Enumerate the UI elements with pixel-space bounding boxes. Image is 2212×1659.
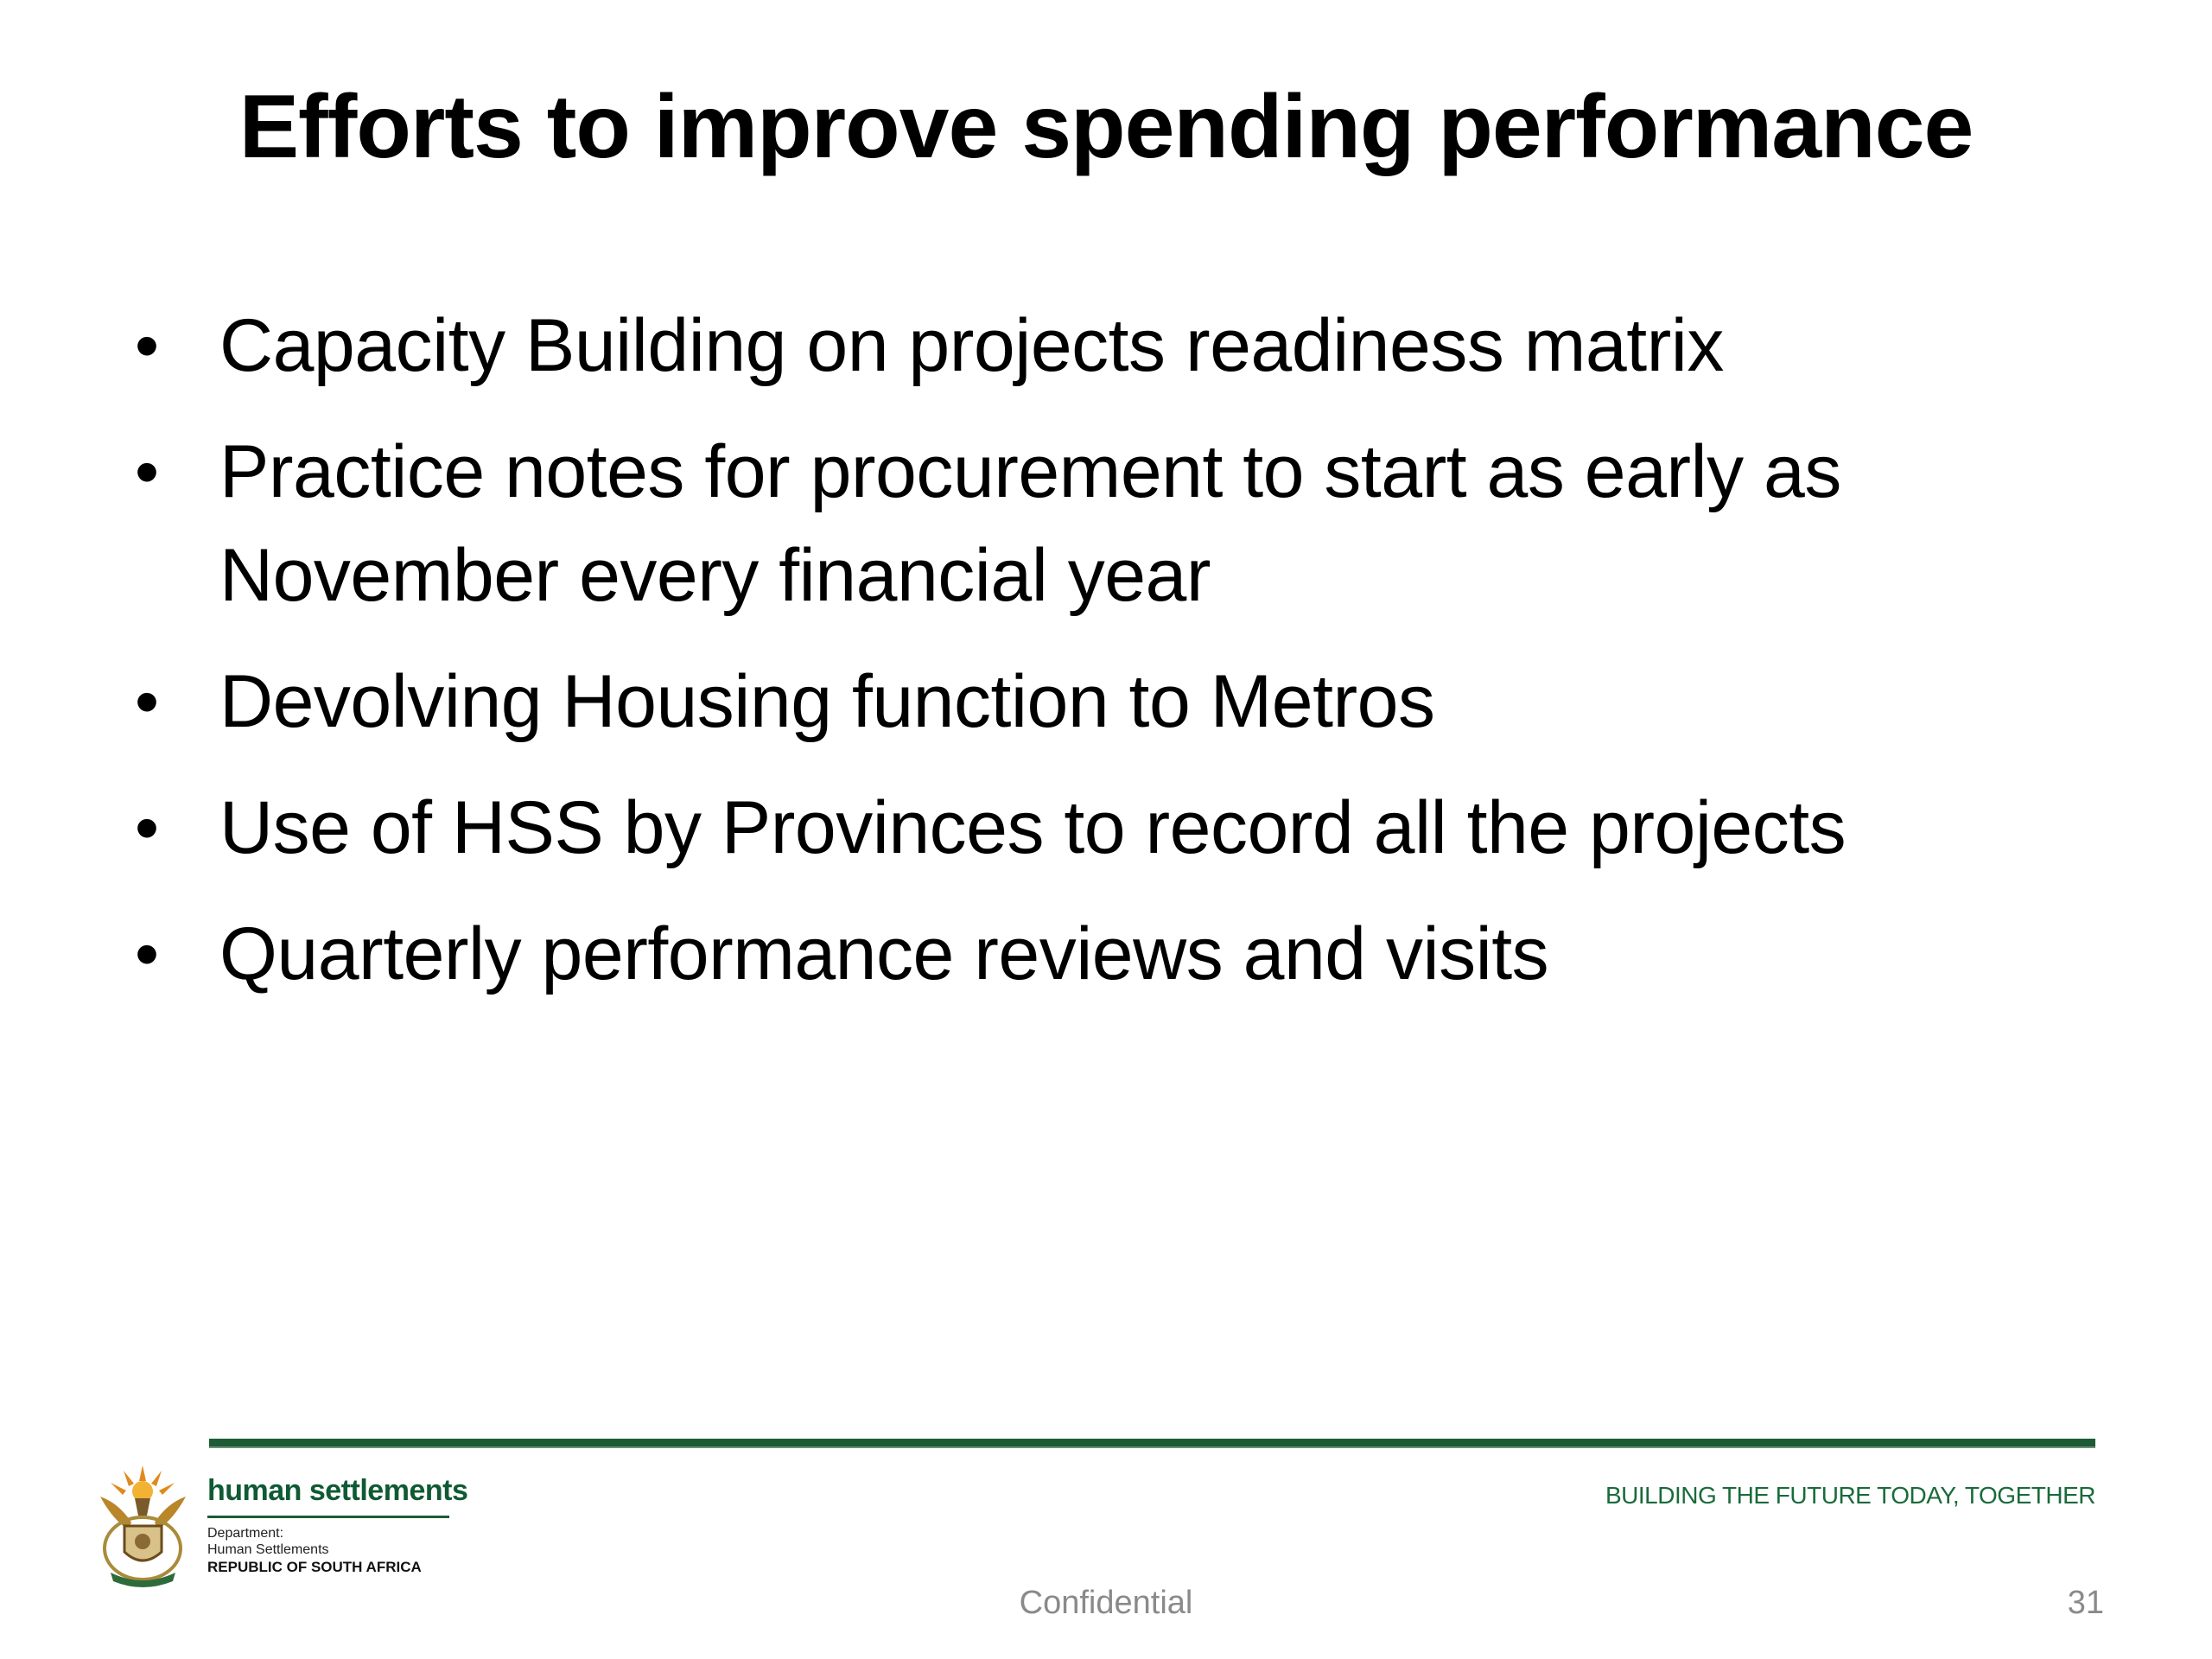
brand-name: human settlements [207,1474,468,1507]
department-logo [93,1462,474,1592]
bullet-text: Quarterly performance reviews and visits [219,912,1549,995]
bullet-text: Capacity Building on projects readiness matrix [219,304,1724,387]
tagline: BUILDING THE FUTURE TODAY, TOGETHER [1605,1482,2095,1509]
coat-of-arms-icon [93,1462,193,1590]
brand-underline [207,1516,449,1518]
bullet-item [130,650,2100,753]
bullet-dot-icon: • [135,307,159,384]
bullet-dot-icon: • [135,915,159,992]
bullet-item [130,902,2100,1006]
bullet-text: Use of HSS by Provinces to record all the projects [219,786,1847,869]
bullet-text: Devolving Housing function to Metros [219,660,1435,743]
footer-divider [209,1439,2095,1448]
bullet-item [130,776,2100,880]
slide-title: Efforts to improve spending performance [238,77,1974,177]
bullet-item [130,294,2100,397]
bullet-dot-icon: • [135,663,159,740]
bullet-dot-icon: • [135,433,159,510]
confidential-label: Confidential [1019,1585,1193,1621]
department-label: Department: [207,1526,284,1541]
bullet-item [130,420,2100,627]
country-name: REPUBLIC OF SOUTH AFRICA [207,1559,422,1575]
bullet-dot-icon: • [135,789,159,866]
bullet-list [130,294,2100,1028]
department-name: Human Settlements [207,1542,329,1557]
page-number: 31 [2067,1585,2104,1621]
bullet-text: Practice notes for procurement to start as early as November every financial year [219,430,1841,617]
